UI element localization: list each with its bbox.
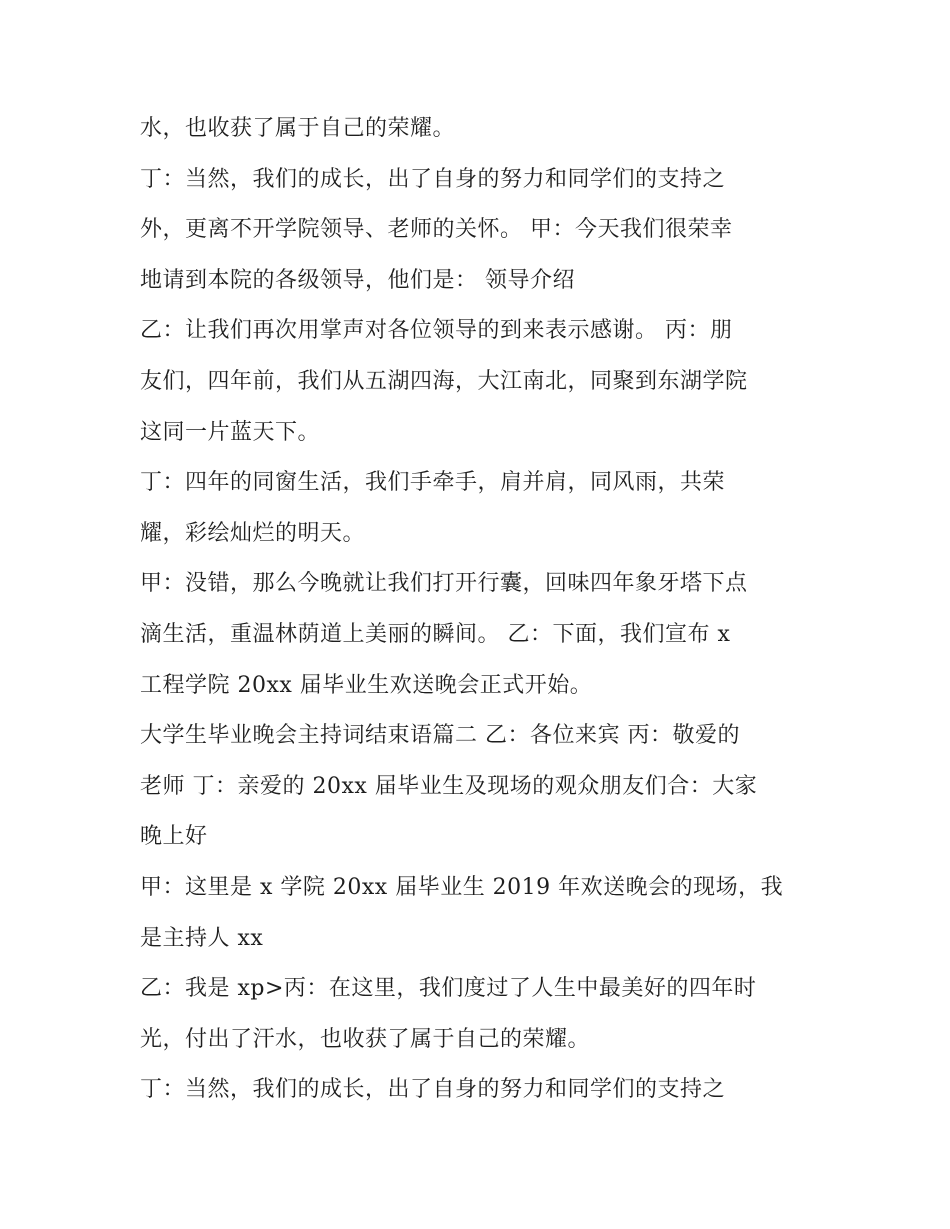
text-line: 地请到本院的各级领导，他们是： 领导介绍 <box>140 267 575 293</box>
text-line: 甲：没错，那么今晚就让我们打开行囊，回味四年象牙塔下点 <box>140 571 748 597</box>
text-line: 外，更离不开学院领导、老师的关怀。 甲：今天我们很荣幸 <box>140 217 733 243</box>
text-line: 丁：当然，我们的成长，出了自身的努力和同学们的支持之 <box>140 1077 726 1103</box>
text-line: 光，付出了汗水，也收获了属于自己的荣耀。 <box>140 1026 591 1052</box>
document-body <box>140 104 830 1116</box>
text-line: 耀，彩绘灿烂的明天。 <box>140 520 366 546</box>
text-line: 水，也收获了属于自己的荣耀。 <box>140 116 456 141</box>
text-line: 丁：四年的同窗生活，我们手牵手，肩并肩，同风雨，共荣 <box>140 470 726 496</box>
text-line: 大学生毕业晚会主持词结束语篇二 乙：各位来宾 丙：敬爱的 <box>140 723 740 749</box>
text-line: 滴生活，重温林荫道上美丽的瞬间。 乙：下面，我们宣布 x <box>140 621 731 647</box>
text-line: 乙：让我们再次用掌声对各位领导的到来表示感谢。 丙：朋 <box>140 318 733 344</box>
text-line: 老师 丁：亲爱的 20xx 届毕业生及现场的观众朋友们合：大家 <box>140 773 758 799</box>
text-line: 友们，四年前，我们从五湖四海，大江南北，同聚到东湖学院 <box>140 368 748 394</box>
text-line: 甲：这里是 x 学院 20xx 届毕业生 2019 年欢送晚会的现场，我 <box>140 874 784 900</box>
text-line: 丁：当然，我们的成长，出了自身的努力和同学们的支持之 <box>140 166 726 192</box>
text-line: 乙：我是 xp>丙：在这里，我们度过了人生中最美好的四年时 <box>140 976 757 1002</box>
text-line: 这同一片蓝天下。 <box>140 419 321 445</box>
text-line: 工程学院 20xx 届毕业生欢送晚会正式开始。 <box>140 672 593 698</box>
text-line: 是主持人 xx <box>140 925 264 951</box>
text-line: 晚上好 <box>140 824 208 850</box>
